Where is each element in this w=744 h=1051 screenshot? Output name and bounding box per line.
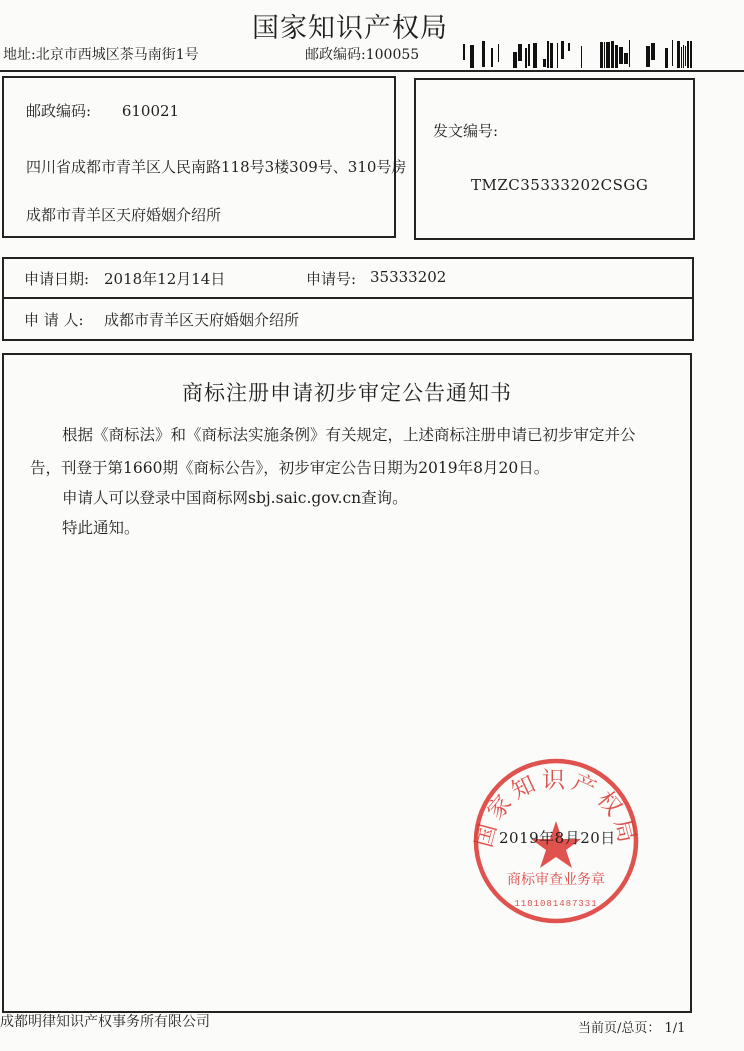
recipient-address: 四川省成都市青羊区人民南路118号3楼309号、310号房: [26, 158, 407, 176]
application-date: 2018年12月14日: [104, 270, 226, 288]
document-number: TMZC35333202CSGG: [471, 176, 649, 194]
recipient-postal: [26, 100, 179, 121]
document-number-label: 发文编号:: [433, 122, 499, 140]
barcode: [463, 40, 693, 68]
applicant-label: 申 请 人:: [24, 311, 84, 329]
applicant-name: 成都市青羊区天府婚姻介绍所: [104, 311, 300, 329]
notice-date: 2019年8月20日: [499, 829, 616, 847]
notice-paragraph-3: 特此通知。: [62, 519, 140, 537]
application-info-box: [2, 257, 694, 341]
page-title: 国家知识产权局: [252, 13, 448, 44]
agency-name: 成都明律知识产权事务所有限公司: [0, 1014, 210, 1030]
notice-paragraph-1-line-1: 根据《商标法》和《商标法实施条例》有关规定，上述商标注册申请已初步审定并公: [62, 426, 636, 444]
notice-title: 商标注册申请初步审定公告通知书: [182, 381, 512, 405]
recipient-postal-code: 610021: [121, 102, 180, 120]
recipient-box: [2, 76, 407, 238]
application-divider: [4, 297, 692, 299]
notice-paragraph-1-line-2: 告，刊登于第1660期《商标公告》，初步审定公告日期为2019年8月20日。: [30, 459, 550, 477]
application-number: 35333202: [370, 268, 447, 286]
header-divider: [0, 70, 744, 72]
seal-arc-text: 国家知识产权局: [471, 767, 641, 850]
page-indicator: 当前页/总页： 1/1: [578, 1021, 686, 1036]
seal-serial: 1101081487331: [514, 899, 598, 909]
application-date-label: 申请日期:: [24, 270, 90, 288]
recipient-name: 成都市青羊区天府婚姻介绍所: [26, 206, 222, 224]
office-address: 地址:北京市西城区茶马南街1号: [3, 47, 199, 63]
recipient-postal-label: 邮政编码:: [26, 102, 92, 120]
document-number-box: [414, 78, 695, 240]
notice-paragraph-2: 申请人可以登录中国商标网sbj.saic.gov.cn查询。: [62, 489, 408, 507]
seal-inner-text: 商标审查业务章: [507, 873, 605, 888]
office-postal-code: 邮政编码:100055: [305, 47, 420, 63]
application-number-label: 申请号:: [306, 270, 357, 288]
